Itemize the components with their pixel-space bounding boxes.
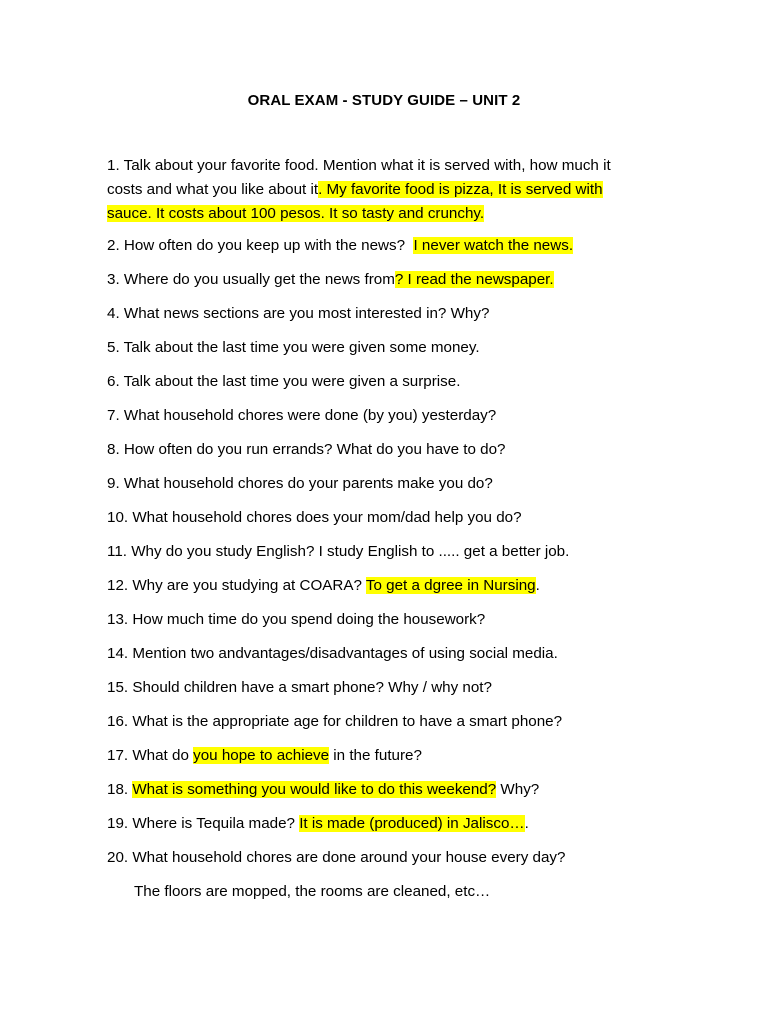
- question-7: 7. What household chores were done (by you) yesterday?: [107, 407, 497, 424]
- question-1-line-3: [107, 202, 667, 226]
- question-12-text: 12. Why are you studying at COARA?: [107, 577, 366, 594]
- question-4: 4. What news sections are you most interested in? Why?: [107, 305, 490, 322]
- question-13: 13. How much time do you spend doing the housework?: [107, 611, 486, 628]
- question-12: [107, 574, 667, 598]
- question-1-answer-part-1: . My favorite food is pizza, It is served with: [318, 181, 603, 198]
- question-18-before: 18.: [107, 781, 133, 798]
- question-1-line-1: 1. Talk about your favorite food. Mention what it is served with, how much it: [107, 157, 611, 174]
- question-18-after: Why?: [496, 781, 540, 798]
- question-9: 9. What household chores do your parents make you do?: [107, 475, 493, 492]
- question-3-text: 3. Where do you usually get the news from: [107, 271, 395, 288]
- question-8: 8. How often do you run errands? What do you have to do?: [107, 441, 506, 458]
- question-1-line-2: [107, 178, 667, 202]
- question-11: 11. Why do you study English? I study English to ..... get a better job.: [107, 543, 570, 560]
- question-19-answer: It is made (produced) in Jalisco…: [299, 815, 525, 832]
- question-16: 16. What is the appropriate age for children to have a smart phone?: [107, 713, 563, 730]
- question-14: 14. Mention two andvantages/disadvantages of using social media.: [107, 645, 558, 662]
- question-20: 20. What household chores are done around your house every day?: [107, 849, 566, 866]
- question-12-period: .: [535, 577, 540, 594]
- question-1-text: costs and what you like about it: [107, 181, 319, 198]
- question-3-answer: ? I read the newspaper.: [394, 271, 554, 288]
- question-2: [107, 234, 667, 258]
- question-17: [107, 744, 667, 768]
- question-19-text: 19. Where is Tequila made?: [107, 815, 300, 832]
- question-19: [107, 812, 667, 836]
- question-18-highlight: What is something you would like to do this weekend?: [132, 781, 497, 798]
- question-15: 15. Should children have a smart phone? Why / why not?: [107, 679, 492, 696]
- question-18: [107, 778, 667, 802]
- page-title: ORAL EXAM - STUDY GUIDE – UNIT 2: [247, 92, 521, 109]
- question-5: 5. Talk about the last time you were given some money.: [107, 339, 480, 356]
- question-12-answer: To get a dgree in Nursing: [365, 577, 536, 594]
- question-17-highlight: you hope to achieve: [193, 747, 330, 764]
- question-20-answer: The floors are mopped, the rooms are cleaned, etc…: [134, 883, 491, 900]
- question-1: [107, 154, 667, 226]
- question-list: [107, 154, 667, 914]
- question-17-after: in the future?: [329, 747, 422, 764]
- question-19-period: .: [524, 815, 529, 832]
- question-2-text: 2. How often do you keep up with the news?: [107, 237, 414, 254]
- question-2-answer: I never watch the news.: [413, 237, 574, 254]
- question-6: 6. Talk about the last time you were given a surprise.: [107, 373, 461, 390]
- question-17-before: 17. What do: [107, 747, 194, 764]
- question-10: 10. What household chores does your mom/dad help you do?: [107, 509, 522, 526]
- question-1-answer-part-2: sauce. It costs about 100 pesos. It so tasty and crunchy.: [107, 205, 485, 222]
- question-3: [107, 268, 667, 292]
